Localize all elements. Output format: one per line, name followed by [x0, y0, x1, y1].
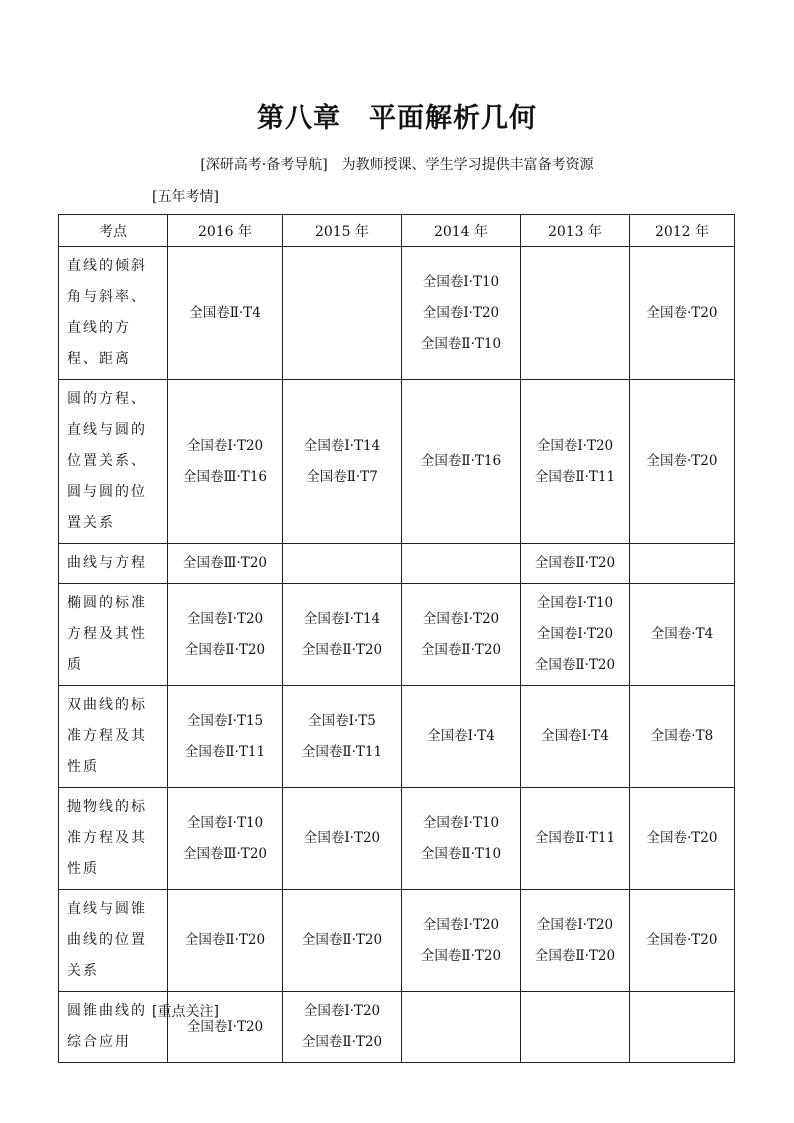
exam-entry: 全国卷Ⅱ·T16 [420, 453, 502, 469]
section-five-years-label: [五年考情] [152, 189, 219, 205]
chapter-title: 第八章 平面解析几何 [257, 103, 537, 134]
exam-entry: 全国卷Ⅱ·T20 [534, 657, 616, 673]
exam-entry: 全国卷Ⅲ·T20 [183, 555, 267, 571]
exam-entry: 全国卷·T4 [650, 626, 714, 642]
table-body [59, 247, 735, 1063]
exam-cell [630, 992, 735, 1063]
chapter-subtitle: [深研高考·备考导航] 为教师授课、学生学习提供丰富备考资源 [200, 157, 594, 173]
topic-cell: 直线与圆锥曲线的位置关系 [59, 890, 168, 992]
table-header-row [59, 215, 735, 247]
exam-cell [168, 380, 283, 544]
exam-cell [521, 890, 630, 992]
exam-cell [283, 686, 402, 788]
table-row [59, 544, 735, 584]
exam-cell [283, 380, 402, 544]
topic-cell: 圆锥曲线的综合应用 [59, 992, 168, 1063]
exam-cell [402, 247, 521, 380]
exam-cell [402, 890, 521, 992]
exam-cell [402, 584, 521, 686]
exam-entry: 全国卷Ⅱ·T11 [534, 468, 616, 485]
header-topic: 考点 [59, 215, 168, 247]
exam-entry: 全国卷Ⅱ·T20 [534, 947, 616, 964]
exam-entry: 全国卷Ⅰ·T20 [186, 1018, 264, 1035]
exam-entry: 全国卷Ⅰ·T20 [422, 610, 500, 627]
exam-entry: 全国卷Ⅱ·T11 [301, 743, 383, 760]
exam-entry: 全国卷·T20 [646, 304, 718, 321]
exam-cell [168, 544, 283, 584]
exam-entry: 全国卷Ⅱ·T11 [534, 830, 616, 846]
exam-entry: 全国卷Ⅰ·T4 [541, 728, 609, 744]
exam-entry: 全国卷Ⅰ·T10 [422, 814, 500, 831]
exam-cell [283, 890, 402, 992]
exam-cell [283, 992, 402, 1063]
exam-entry: 全国卷Ⅱ·T20 [184, 641, 266, 658]
exam-cell [402, 544, 521, 584]
exam-cell [630, 380, 735, 544]
exam-cell [630, 890, 735, 992]
topic-cell: 曲线与方程 [59, 544, 168, 584]
table-row [59, 788, 735, 890]
exam-cell [402, 686, 521, 788]
table-row [59, 247, 735, 380]
exam-entry: 全国卷Ⅰ·T20 [536, 626, 614, 642]
exam-entry: 全国卷Ⅱ·T20 [534, 555, 616, 571]
section-focus-label: [重点关注] [152, 1004, 219, 1020]
exam-cell [521, 788, 630, 890]
header-year-2012: 2012 年 [630, 215, 735, 247]
exam-cell [283, 584, 402, 686]
exam-entry: 全国卷Ⅰ·T10 [186, 814, 264, 831]
exam-cell [521, 992, 630, 1063]
table-row [59, 890, 735, 992]
exam-entry: 全国卷Ⅰ·T20 [422, 916, 500, 933]
exam-entry: 全国卷Ⅲ·T16 [183, 468, 267, 485]
topic-cell: 抛物线的标准方程及其性质 [59, 788, 168, 890]
exam-cell [283, 247, 402, 380]
exam-entry: 全国卷Ⅱ·T10 [420, 335, 502, 352]
exam-entry: 全国卷Ⅰ·T20 [186, 437, 264, 454]
exam-entry: 全国卷Ⅰ·T20 [186, 610, 264, 627]
exam-entry: 全国卷Ⅰ·T20 [303, 1003, 381, 1019]
exam-entry: 全国卷Ⅱ·T4 [189, 304, 261, 321]
exam-entry: 全国卷Ⅰ·T5 [308, 712, 376, 729]
table-row [59, 380, 735, 544]
exam-entry: 全国卷Ⅱ·T20 [301, 1034, 383, 1050]
exam-entry: 全国卷Ⅰ·T20 [536, 437, 614, 454]
exam-entry: 全国卷Ⅰ·T14 [303, 610, 381, 627]
table-row [59, 686, 735, 788]
exam-cell [168, 247, 283, 380]
exam-entry: 全国卷Ⅲ·T20 [183, 845, 267, 862]
exam-cell [521, 686, 630, 788]
topic-cell: 直线的倾斜角与斜率、直线的方程、距离 [59, 247, 168, 380]
exam-entry: 全国卷Ⅰ·T10 [422, 273, 500, 290]
exam-entry: 全国卷Ⅰ·T20 [303, 830, 381, 846]
topic-cell: 双曲线的标准方程及其性质 [59, 686, 168, 788]
exam-entry: 全国卷Ⅱ·T20 [184, 932, 266, 948]
exam-entry: 全国卷Ⅱ·T7 [306, 468, 378, 485]
exam-entry: 全国卷Ⅰ·T4 [427, 728, 495, 744]
exam-cell [402, 788, 521, 890]
header-year-2014: 2014 年 [402, 215, 521, 247]
exam-topics-table [58, 214, 735, 1063]
header-year-2013: 2013 年 [521, 215, 630, 247]
exam-cell [283, 788, 402, 890]
exam-entry: 全国卷·T20 [646, 830, 718, 846]
exam-cell [521, 584, 630, 686]
exam-cell [521, 544, 630, 584]
exam-cell [630, 584, 735, 686]
exam-cell [630, 788, 735, 890]
exam-entry: 全国卷Ⅱ·T20 [420, 641, 502, 658]
exam-entry: 全国卷Ⅰ·T14 [303, 437, 381, 454]
exam-entry: 全国卷Ⅰ·T20 [422, 304, 500, 321]
exam-entry: 全国卷Ⅱ·T20 [301, 641, 383, 658]
exam-cell [521, 247, 630, 380]
exam-entry: 全国卷Ⅱ·T10 [420, 845, 502, 862]
exam-cell [168, 686, 283, 788]
exam-entry: 全国卷Ⅰ·T15 [186, 712, 264, 729]
exam-cell [168, 890, 283, 992]
table-row [59, 584, 735, 686]
exam-entry: 全国卷·T20 [646, 453, 718, 469]
exam-cell [402, 992, 521, 1063]
exam-cell [630, 247, 735, 380]
header-year-2015: 2015 年 [283, 215, 402, 247]
header-year-2016: 2016 年 [168, 215, 283, 247]
exam-cell [168, 584, 283, 686]
exam-cell [630, 686, 735, 788]
exam-entry: 全国卷Ⅱ·T20 [420, 947, 502, 964]
exam-cell [283, 544, 402, 584]
exam-entry: 全国卷·T8 [650, 728, 714, 744]
exam-entry: 全国卷·T20 [646, 932, 718, 948]
exam-cell [521, 380, 630, 544]
topic-cell: 椭圆的标准方程及其性质 [59, 584, 168, 686]
topic-cell: 圆的方程、直线与圆的位置关系、圆与圆的位置关系 [59, 380, 168, 544]
exam-cell [402, 380, 521, 544]
exam-entry: 全国卷Ⅰ·T10 [536, 595, 614, 611]
exam-cell [630, 544, 735, 584]
exam-entry: 全国卷Ⅰ·T20 [536, 916, 614, 933]
exam-entry: 全国卷Ⅱ·T20 [301, 932, 383, 948]
exam-entry: 全国卷Ⅱ·T11 [184, 743, 266, 760]
exam-cell [168, 788, 283, 890]
